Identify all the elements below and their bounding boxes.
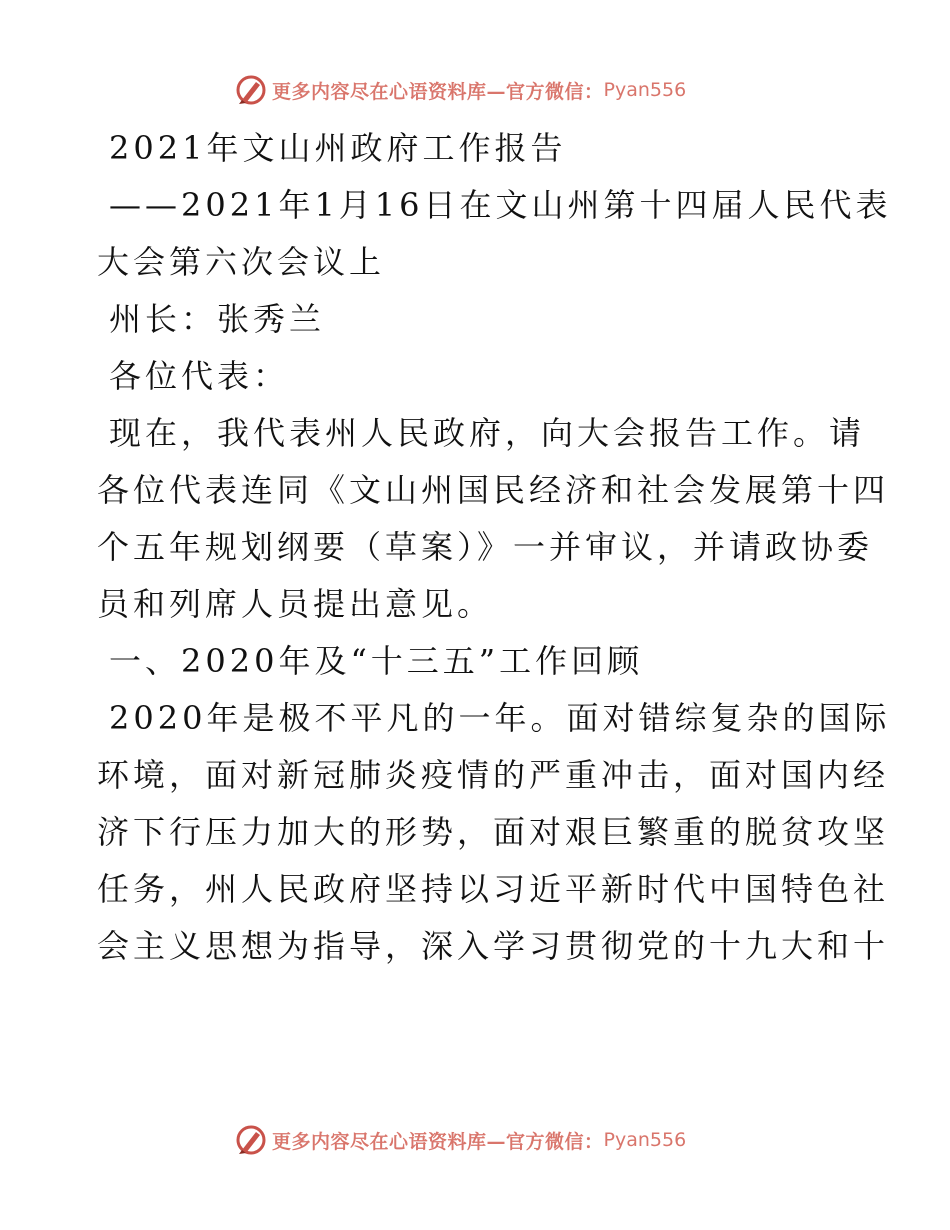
document-body (97, 120, 892, 975)
watermark-text: 更多内容尽在心语资料库—官方微信： (272, 80, 604, 103)
watermark-footer (234, 1120, 686, 1160)
document-author: 州长：张秀兰 (109, 300, 326, 338)
paragraph-line: 现在，我代表州人民政府，向大会报告工作。请 (109, 414, 866, 452)
pen-in-circle-icon (234, 1123, 268, 1157)
paragraph-line: 各位代表连同《文山州国民经济和社会发展第十四 (97, 471, 890, 509)
pen-in-circle-icon (234, 73, 268, 107)
watermark-text: 更多内容尽在心语资料库—官方微信： (272, 1130, 604, 1153)
watermark-wechat-id: Pyan556 (603, 79, 687, 101)
document-subtitle-line: ——2021年1月16日在文山州第十四届人民代表 (109, 186, 892, 224)
paragraph-line: 个五年规划纲要（草案）》一并审议，并请政协委 (97, 528, 874, 566)
document-subtitle-line: 大会第六次会议上 (97, 243, 386, 281)
paragraph-line: 任务，州人民政府坚持以习近平新时代中国特色社 (97, 870, 890, 908)
watermark-wechat-id: Pyan556 (603, 1129, 687, 1151)
paragraph-line: 环境，面对新冠肺炎疫情的严重冲击，面对国内经 (97, 756, 890, 794)
document-salutation: 各位代表： (109, 357, 290, 395)
watermark-header (234, 70, 686, 110)
section-heading: 一、2020年及“十三五”工作回顾 (109, 642, 644, 680)
paragraph-line: 济下行压力加大的形势，面对艰巨繁重的脱贫攻坚 (97, 813, 890, 851)
document-title: 2021年文山州政府工作报告 (109, 129, 567, 167)
paragraph-line: 2020年是极不平凡的一年。面对错综复杂的国际 (109, 699, 891, 737)
paragraph-line: 会主义思想为指导，深入学习贯彻党的十九大和十 (97, 927, 890, 965)
paragraph-line: 员和列席人员提出意见。 (97, 585, 494, 623)
